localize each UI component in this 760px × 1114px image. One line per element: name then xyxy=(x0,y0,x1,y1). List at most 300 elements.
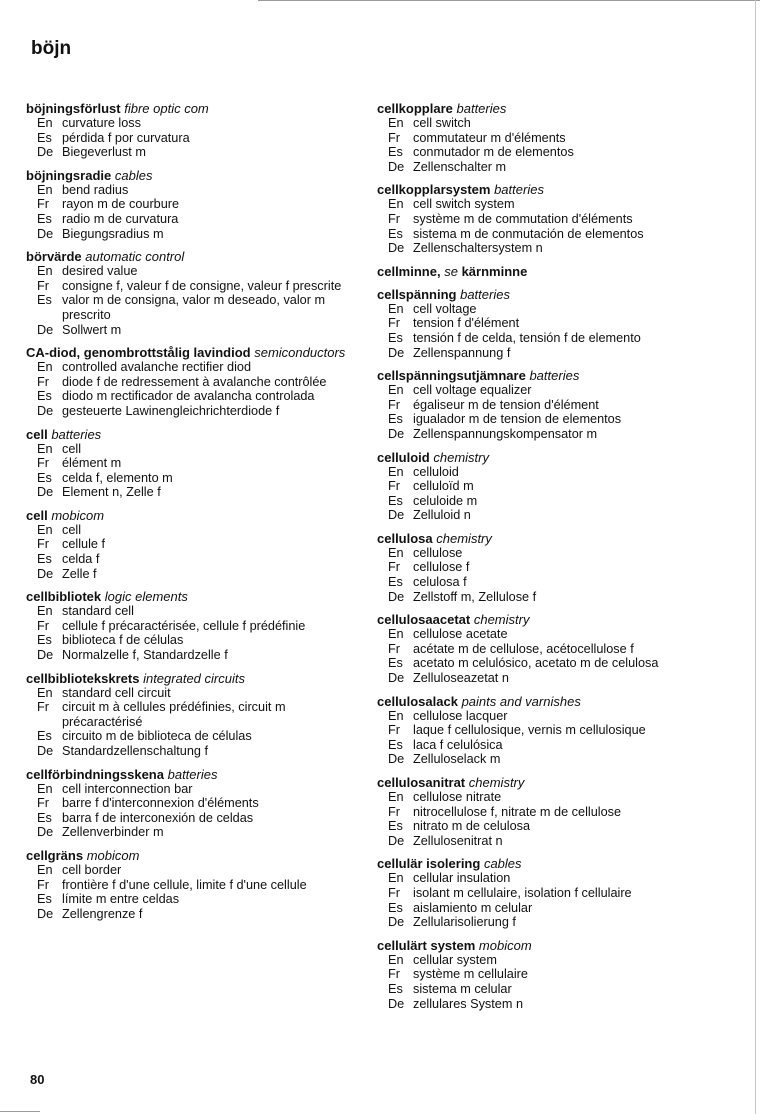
language-code: En xyxy=(388,116,404,130)
headword: cellulosanitrat xyxy=(377,775,466,790)
language-code: En xyxy=(37,360,53,375)
translation-text: laca f celulósica xyxy=(413,737,503,752)
translation-text: frontière f d'une cellule, limite f d'une cellule xyxy=(62,877,307,892)
translation-line xyxy=(377,901,717,916)
language-code: En xyxy=(37,182,53,197)
language-code: Fr xyxy=(388,479,400,494)
headword: cellgräns xyxy=(26,847,84,863)
translation-line xyxy=(377,871,717,886)
translation-text: tension f d'élément xyxy=(413,316,520,331)
translation-text: celluloïd m xyxy=(413,479,474,494)
entry-headword-line xyxy=(377,264,717,279)
language-code: Fr xyxy=(37,618,49,633)
language-code: Fr xyxy=(388,316,400,331)
translation-text: sistema m celular xyxy=(413,981,512,996)
translation-line xyxy=(26,375,356,390)
translation-text: cellulose lacquer xyxy=(413,708,508,723)
translation-line xyxy=(26,323,356,338)
translation-line xyxy=(377,331,717,346)
language-code: Fr xyxy=(37,796,49,811)
language-code: Es xyxy=(37,729,52,744)
headword: cellulär isolering xyxy=(377,856,481,872)
translation-text: celulosa f xyxy=(413,575,467,590)
translation-line xyxy=(377,723,717,738)
language-code: Es xyxy=(37,633,52,648)
translation-line xyxy=(377,982,717,997)
dictionary-entry xyxy=(377,775,717,848)
translation-line xyxy=(26,131,356,146)
translation-text: gesteuerte Lawinengleichrichterdiode f xyxy=(62,403,280,418)
translation-line xyxy=(377,671,717,686)
language-code: Es xyxy=(37,293,52,308)
language-code: En xyxy=(388,952,404,967)
translation-text: cellulose f xyxy=(413,560,470,575)
language-code: Es xyxy=(388,412,403,427)
translation-text: límite m entre celdas xyxy=(62,892,180,907)
translation-text: commutateur m d'éléments xyxy=(413,130,566,145)
entry-headword-line xyxy=(377,182,717,197)
translation-text: cell border xyxy=(62,862,122,877)
translation-text: barra f de interconexión de celdas xyxy=(62,810,254,825)
translation-line xyxy=(26,523,356,538)
translation-line xyxy=(26,116,356,131)
translation-text: Zelluloid n xyxy=(413,508,471,523)
translation-line xyxy=(26,293,356,322)
translation-text: Standardzellenschaltung f xyxy=(62,744,209,758)
entry-headword-line xyxy=(377,368,717,383)
translation-text: Sollwert m xyxy=(62,322,122,337)
language-code: De xyxy=(388,241,405,256)
translation-text: bend radius xyxy=(62,182,129,197)
translation-line xyxy=(377,412,717,427)
dictionary-entry xyxy=(377,612,717,685)
translation-text: diodo m rectificador de avalancha controlada xyxy=(62,389,315,404)
dictionary-entry xyxy=(377,531,717,604)
headword: cellulosa xyxy=(377,530,433,546)
language-code: Fr xyxy=(37,374,49,389)
entry-headword-line xyxy=(26,345,356,360)
headword: CA-diod, genombrottstålig lavindiod xyxy=(26,345,251,361)
translation-line xyxy=(26,892,356,907)
entry-headword-line xyxy=(377,531,717,546)
dictionary-entry xyxy=(26,249,356,337)
translation-line xyxy=(26,360,356,375)
entry-headword-line xyxy=(26,427,356,442)
entry-headword-line xyxy=(377,938,717,953)
entry-headword-line xyxy=(26,848,356,863)
translation-text: cell xyxy=(62,441,82,456)
translation-line xyxy=(377,346,717,361)
language-code: En xyxy=(388,545,404,560)
headword: cellulosalack xyxy=(377,693,458,709)
translation-text: cell voltage xyxy=(413,301,477,316)
language-code: De xyxy=(37,322,54,337)
translation-line xyxy=(26,404,356,419)
language-code: Es xyxy=(388,145,403,160)
headword: celluloid xyxy=(377,449,430,465)
language-code: Fr xyxy=(37,278,49,293)
translation-text: Zellenverbinder m xyxy=(62,825,164,840)
translation-line xyxy=(377,642,717,657)
translation-line xyxy=(377,508,717,523)
translation-text: biblioteca f de células xyxy=(62,633,184,648)
translation-text: Normalzelle f, Standardzelle f xyxy=(62,648,228,663)
language-code: Es xyxy=(388,981,403,996)
headword: cellulärt system xyxy=(377,937,476,953)
translation-line xyxy=(26,619,356,634)
entry-headword-line xyxy=(377,450,717,465)
translation-text: Zellengrenze f xyxy=(62,906,143,921)
translation-text: système m cellulaire xyxy=(413,967,528,982)
translation-line xyxy=(26,729,356,744)
translation-text: standard cell circuit xyxy=(62,685,171,700)
translation-line xyxy=(26,700,356,729)
right-column xyxy=(377,101,717,1019)
translation-text: acetato m celulósico, acetato m de celulosa xyxy=(413,656,659,671)
translation-line xyxy=(26,442,356,457)
translation-line xyxy=(377,752,717,767)
language-code: Fr xyxy=(37,877,49,892)
headword: cellbibliotekskrets xyxy=(26,670,140,686)
dictionary-entry xyxy=(377,287,717,360)
translation-text: circuito m de biblioteca de células xyxy=(62,729,252,744)
entry-headword-line xyxy=(26,767,356,782)
translation-line xyxy=(26,279,356,294)
language-code: Fr xyxy=(388,641,400,656)
subject-field: batteries xyxy=(529,368,580,384)
translation-text: cellular insulation xyxy=(413,871,511,886)
bottom-rule xyxy=(0,1111,40,1112)
subject-field: batteries xyxy=(456,101,507,116)
language-code: De xyxy=(388,671,405,686)
language-code: En xyxy=(388,708,404,723)
language-code: De xyxy=(37,226,54,241)
language-code: De xyxy=(37,648,54,663)
language-code: En xyxy=(388,301,404,316)
language-code: De xyxy=(37,566,54,581)
language-code: Es xyxy=(388,226,403,241)
translation-text: Zellenspannung f xyxy=(413,345,511,360)
translation-text: Zelle f xyxy=(62,566,97,581)
dictionary-entry xyxy=(26,508,356,581)
translation-line xyxy=(377,145,717,160)
dictionary-entry xyxy=(377,856,717,929)
headword: cell xyxy=(26,507,48,523)
translation-line xyxy=(26,456,356,471)
headword: cellförbindningsskena xyxy=(26,766,164,782)
translation-line xyxy=(377,227,717,242)
headword: cellulosaacetat xyxy=(377,612,471,628)
subject-field: cables xyxy=(483,856,522,872)
translation-line xyxy=(26,389,356,404)
translation-line xyxy=(377,834,717,849)
dictionary-entry xyxy=(26,848,356,921)
translation-line xyxy=(377,302,717,317)
language-code: Es xyxy=(388,819,403,834)
translation-text: celuloide m xyxy=(413,493,478,508)
translation-line xyxy=(26,471,356,486)
page-number: 80 xyxy=(30,1072,45,1087)
language-code: En xyxy=(37,862,53,877)
language-code: De xyxy=(388,159,405,174)
subject-field: mobicom xyxy=(478,937,532,953)
subject-field: chemistry xyxy=(468,775,525,790)
translation-text: celluloid xyxy=(413,464,459,479)
language-code: De xyxy=(37,825,54,840)
language-code: De xyxy=(37,906,54,921)
language-code: De xyxy=(388,589,405,604)
entry-headword-line xyxy=(26,249,356,264)
language-code: De xyxy=(388,752,405,767)
see-reference: se xyxy=(444,263,458,279)
language-code: Fr xyxy=(388,885,400,900)
dictionary-entry xyxy=(26,427,356,500)
entry-headword-line xyxy=(377,856,717,871)
translation-text: celda f, elemento m xyxy=(62,470,173,485)
see-target: kärnminne xyxy=(461,263,528,279)
language-code: De xyxy=(388,996,405,1011)
language-code: Es xyxy=(37,130,52,145)
language-code: Es xyxy=(388,493,403,508)
language-code: En xyxy=(388,197,404,212)
translation-text: laque f cellulosique, vernis m cellulosique xyxy=(413,723,646,738)
translation-text: celda f xyxy=(62,552,100,567)
language-code: Es xyxy=(388,330,403,345)
headword: böjningsförlust xyxy=(26,101,121,116)
dictionary-entry xyxy=(377,368,717,441)
language-code: Fr xyxy=(37,456,49,471)
language-code: De xyxy=(37,744,54,758)
entry-headword-line xyxy=(377,612,717,627)
translation-text: Biegungsradius m xyxy=(62,226,164,241)
translation-line xyxy=(26,863,356,878)
translation-line xyxy=(26,686,356,701)
translation-line xyxy=(377,241,717,256)
subject-field: logic elements xyxy=(104,589,188,605)
entry-headword-line xyxy=(377,101,717,116)
translation-text: standard cell xyxy=(62,604,134,619)
translation-line xyxy=(26,197,356,212)
dictionary-entry xyxy=(377,450,717,523)
translation-line xyxy=(377,479,717,494)
translation-line xyxy=(377,886,717,901)
translation-text: Zelluloseazetat n xyxy=(413,671,509,686)
headword: cellkopplare xyxy=(377,101,453,116)
translation-text: isolant m cellulaire, isolation f cellulaire xyxy=(413,885,632,900)
language-code: Es xyxy=(37,892,52,907)
entry-headword-line xyxy=(26,589,356,604)
language-code: Fr xyxy=(37,537,49,552)
entry-headword-line xyxy=(377,775,717,790)
subject-field: chemistry xyxy=(436,530,492,546)
subject-field: chemistry xyxy=(473,612,530,628)
translation-line xyxy=(26,537,356,552)
language-code: En xyxy=(388,464,404,479)
translation-text: égaliseur m de tension d'élément xyxy=(413,397,599,412)
subject-field: fibre optic com xyxy=(124,101,209,116)
language-code: Fr xyxy=(388,723,400,738)
translation-line xyxy=(377,197,717,212)
translation-line xyxy=(26,648,356,663)
dictionary-entry xyxy=(377,264,717,279)
translation-line xyxy=(26,825,356,840)
language-code: De xyxy=(37,485,54,500)
language-code: De xyxy=(388,915,405,930)
translation-line xyxy=(377,790,717,805)
translation-text: curvature loss xyxy=(62,116,141,130)
dictionary-entry xyxy=(26,168,356,241)
language-code: En xyxy=(37,116,53,130)
language-code: De xyxy=(388,426,405,441)
translation-line xyxy=(377,738,717,753)
translation-text: Zellularisolierung f xyxy=(413,915,516,930)
subject-field: paints and varnishes xyxy=(461,693,581,709)
translation-text: igualador m de tension de elementos xyxy=(413,412,622,427)
running-head: böjn xyxy=(31,38,72,59)
language-code: De xyxy=(388,345,405,360)
translation-line xyxy=(377,546,717,561)
top-rule xyxy=(258,0,760,1)
translation-line xyxy=(377,819,717,834)
translation-text: cell switch system xyxy=(413,197,515,212)
translation-text: conmutador m de elementos xyxy=(413,145,574,160)
translation-line xyxy=(377,575,717,590)
language-code: En xyxy=(37,522,53,537)
translation-text: aislamiento m celular xyxy=(413,900,533,915)
dictionary-entry xyxy=(26,767,356,840)
entry-headword-line xyxy=(377,694,717,709)
translation-text: Zellenspannungskompensator m xyxy=(413,426,598,441)
language-code: Fr xyxy=(388,211,400,226)
translation-text: cell switch xyxy=(413,116,471,130)
translation-line xyxy=(26,796,356,811)
language-code: Fr xyxy=(388,560,400,575)
language-code: De xyxy=(388,508,405,523)
dictionary-entry xyxy=(26,671,356,759)
dictionary-entry xyxy=(377,182,717,255)
translation-line xyxy=(377,212,717,227)
language-code: Es xyxy=(388,656,403,671)
translation-line xyxy=(377,427,717,442)
headword: cellspänning xyxy=(377,286,457,302)
translation-text: valor m de consigna, valor m deseado, valor m prescrito xyxy=(62,293,326,322)
translation-line xyxy=(377,465,717,480)
translation-text: barre f d'interconnexion d'éléments xyxy=(62,796,259,811)
translation-text: zellulares System n xyxy=(413,996,523,1011)
translation-text: Zelluloselack m xyxy=(413,752,501,767)
subject-field: integrated circuits xyxy=(143,670,245,686)
translation-line xyxy=(377,398,717,413)
translation-text: controlled avalanche rectifier diod xyxy=(62,360,252,375)
translation-line xyxy=(377,805,717,820)
translation-line xyxy=(377,915,717,930)
translation-line xyxy=(26,227,356,242)
translation-line xyxy=(26,212,356,227)
translation-line xyxy=(26,552,356,567)
translation-text: sistema m de conmutación de elementos xyxy=(413,226,644,241)
translation-text: acétate m de cellulose, acétocellulose f xyxy=(413,641,634,656)
language-code: Es xyxy=(388,575,403,590)
translation-line xyxy=(377,953,717,968)
translation-line xyxy=(26,811,356,826)
translation-text: circuit m à cellules prédéfinies, circuit m précaractérisé xyxy=(62,700,286,729)
dictionary-entry xyxy=(377,101,717,174)
translation-text: cell voltage equalizer xyxy=(413,383,532,398)
entry-headword-line xyxy=(26,168,356,183)
translation-line xyxy=(377,656,717,671)
translation-line xyxy=(26,145,356,160)
language-code: Fr xyxy=(388,967,400,982)
subject-field: batteries xyxy=(51,426,102,442)
translation-line xyxy=(26,604,356,619)
language-code: Es xyxy=(388,737,403,752)
translation-line xyxy=(26,567,356,582)
translation-line xyxy=(377,116,717,131)
translation-text: pérdida f por curvatura xyxy=(62,130,190,145)
translation-text: tensión f de celda, tensión f de elemento xyxy=(413,330,641,345)
translation-text: consigne f, valeur f de consigne, valeur f prescrite xyxy=(62,278,342,293)
subject-field: mobicom xyxy=(51,507,105,523)
language-code: Es xyxy=(37,552,52,567)
translation-line xyxy=(377,627,717,642)
translation-text: radio m de curvatura xyxy=(62,211,179,226)
translation-text: cellulose nitrate xyxy=(413,790,502,804)
dictionary-entry xyxy=(26,589,356,662)
subject-field: mobicom xyxy=(86,847,140,863)
translation-line xyxy=(377,316,717,331)
translation-text: Zellenschaltersystem n xyxy=(413,241,543,256)
dictionary-entry xyxy=(26,345,356,418)
translation-line xyxy=(26,907,356,922)
translation-line xyxy=(377,967,717,982)
translation-text: cellule f précaractérisée, cellule f prédéfinie xyxy=(62,618,306,633)
headword: cellbibliotek xyxy=(26,589,102,605)
language-code: Fr xyxy=(388,804,400,819)
entry-headword-line xyxy=(377,287,717,302)
language-code: De xyxy=(37,403,54,418)
translation-text: desired value xyxy=(62,264,138,279)
language-code: En xyxy=(37,685,53,700)
language-code: Es xyxy=(37,389,52,404)
translation-line xyxy=(26,633,356,648)
translation-text: nitrocellulose f, nitrate m de cellulose xyxy=(413,804,622,819)
language-code: Es xyxy=(388,900,403,915)
translation-text: Biegeverlust m xyxy=(62,145,146,160)
translation-text: Element n, Zelle f xyxy=(62,485,161,500)
translation-line xyxy=(377,997,717,1012)
entry-headword-line xyxy=(26,671,356,686)
language-code: Es xyxy=(37,810,52,825)
translation-line xyxy=(377,494,717,509)
translation-text: Zellenschalter m xyxy=(413,159,507,174)
translation-text: nitrato m de celulosa xyxy=(413,819,531,834)
language-code: De xyxy=(388,833,405,848)
dictionary-entry xyxy=(377,694,717,767)
subject-field: batteries xyxy=(494,182,544,198)
language-code: De xyxy=(37,145,54,160)
headword: cell xyxy=(26,426,48,442)
translation-line xyxy=(26,264,356,279)
headword: cellspänningsutjämnare xyxy=(377,368,526,384)
language-code: En xyxy=(388,383,404,398)
translation-text: cell xyxy=(62,522,82,537)
translation-line xyxy=(26,744,356,759)
translation-text: cellule f xyxy=(62,537,106,552)
translation-line xyxy=(26,183,356,198)
subject-field: batteries xyxy=(460,286,510,302)
language-code: En xyxy=(37,441,53,456)
right-edge-rule xyxy=(755,0,756,1114)
